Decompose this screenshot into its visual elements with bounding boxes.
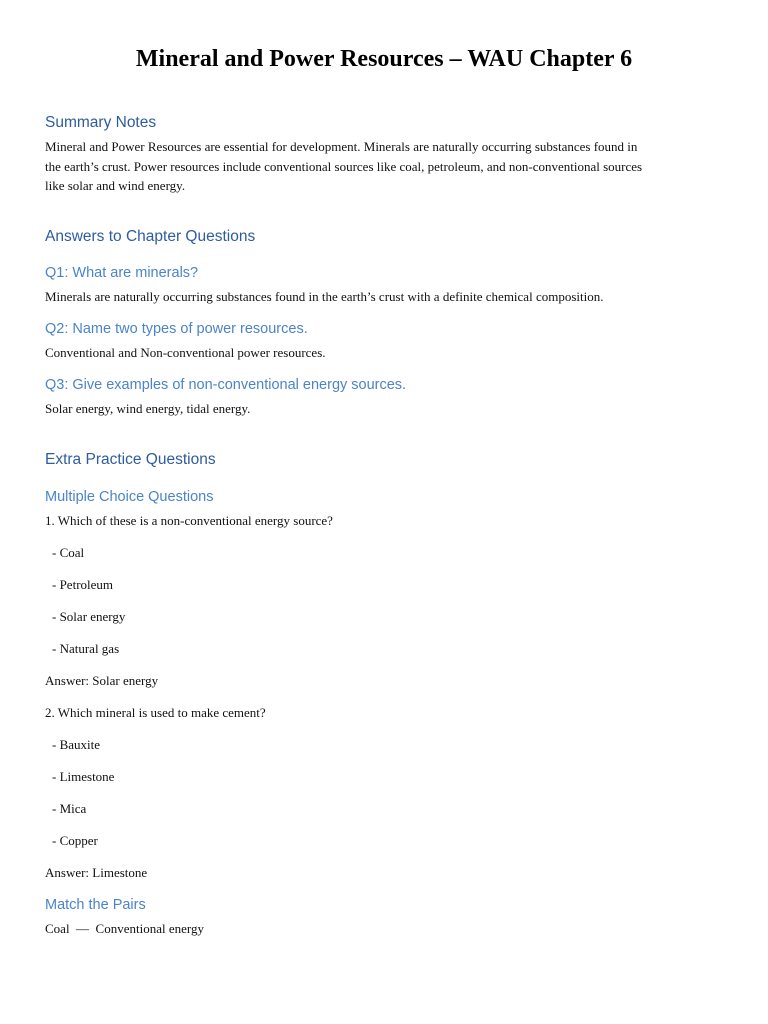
mcq-question: 2. Which mineral is used to make cement? [45, 705, 266, 720]
mcq-answer: Answer: Solar energy [45, 673, 159, 688]
question-answer: Solar energy, wind energy, tidal energy. [45, 401, 251, 416]
mcq-heading: Multiple Choice Questions [45, 489, 214, 505]
question-heading: Q3: Give examples of non-conventional energy sources. [45, 377, 407, 393]
mcq-option: - Natural gas [52, 641, 120, 656]
summary-line: Mineral and Power Resources are essential for development. Minerals are naturally occurring substances found in [45, 139, 638, 154]
mcq-question: 1. Which of these is a non-conventional energy source? [45, 513, 333, 528]
summary-heading: Summary Notes [45, 114, 157, 131]
question-heading: Q1: What are minerals? [45, 265, 199, 281]
question-heading: Q2: Name two types of power resources. [45, 321, 308, 337]
mcq-option: - Copper [52, 833, 98, 848]
match-heading: Match the Pairs [45, 897, 146, 913]
answers-heading: Answers to Chapter Questions [45, 228, 256, 245]
mcq-option: - Limestone [52, 769, 115, 784]
summary-line: like solar and wind energy. [45, 178, 186, 193]
practice-heading: Extra Practice Questions [45, 451, 216, 468]
question-answer: Minerals are naturally occurring substances found in the earth’s crust with a definite chemical composition. [45, 289, 604, 304]
document-title: Mineral and Power Resources – WAU Chapter 6 [135, 46, 633, 72]
mcq-option: - Petroleum [52, 577, 114, 592]
question-answer: Conventional and Non-conventional power resources. [45, 345, 326, 360]
mcq-option: - Coal [52, 545, 85, 560]
match-pair: Coal — Conventional energy [45, 921, 204, 936]
mcq-answer: Answer: Limestone [45, 865, 148, 880]
mcq-option: - Solar energy [52, 609, 126, 624]
summary-paragraph [45, 137, 730, 196]
mcq-option: - Mica [52, 801, 87, 816]
mcq-option: - Bauxite [52, 737, 101, 752]
summary-line: the earth’s crust. Power resources include conventional sources like coal, petroleum, and non-conventional sources [45, 158, 643, 174]
